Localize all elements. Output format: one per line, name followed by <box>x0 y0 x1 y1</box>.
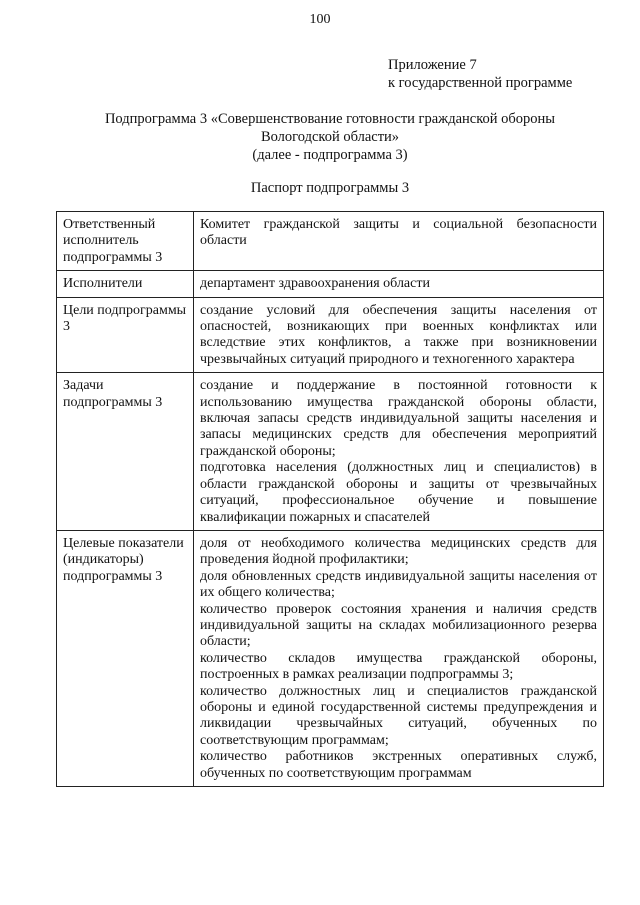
row-value <box>194 271 604 297</box>
table-row <box>57 373 604 531</box>
row-label: Цели подпрограммы 3 <box>57 297 194 373</box>
value-paragraph: создание условий для обеспечения защиты населения от опасностей, возникающих при военных конфликтах или вследствие этих конфликтов, а также при возникновении чрезвычайных ситуаций природного и техногенного характера <box>200 302 597 367</box>
row-value <box>194 212 604 271</box>
value-paragraph: создание и поддержание в постоянной готовности к использованию имущества гражданской обороны области, включая запасы средств индивидуальной защиты населения и запасы медицинских средств для обеспечения мероприятий гражданской обороны; <box>200 378 597 459</box>
row-value <box>194 373 604 531</box>
value-paragraph: департамент здравоохранения области <box>200 276 430 292</box>
table-row <box>57 212 604 271</box>
value-paragraph: Комитет гражданской защиты и социальной безопасности области <box>200 217 597 249</box>
table-row <box>57 530 604 786</box>
passport-table <box>56 211 604 787</box>
value-paragraph: доля обновленных средств индивидуальной защиты населения от их общего количества; <box>200 568 597 601</box>
appendix-line-2: к государственной программе <box>388 75 573 91</box>
row-value <box>194 297 604 373</box>
value-paragraph: подготовка населения (должностных лиц и специалистов) в области гражданской обороны и защиты от чрезвычайных ситуаций, профессиональное обучение и повышение квалификации пожарных и спасателей <box>200 460 597 525</box>
value-paragraph: количество должностных лиц и специалистов гражданской обороны и единой государственной системы предупреждения и ликвидации чрезвычайных ситуаций, обученных по соответствующим программам; <box>200 683 597 748</box>
passport-title: Паспорт подпрограммы 3 <box>250 180 410 196</box>
appendix-note <box>388 56 572 92</box>
appendix-line-1: Приложение 7 <box>388 57 477 73</box>
value-paragraph: доля от необходимого количества медицинских средств для проведения йодной профилактики; <box>200 535 597 568</box>
value-paragraph: количество работников экстренных оперативных служб, обученных по соответствующим программам <box>200 749 597 781</box>
table-row <box>57 271 604 297</box>
page-number: 100 <box>309 12 331 27</box>
heading-line-3: (далее - подпрограмма 3) <box>252 147 408 163</box>
row-label: Задачи подпрограммы 3 <box>57 373 194 531</box>
heading-line-2: Вологодской области» <box>260 129 400 145</box>
value-paragraph: количество проверок состояния хранения и наличия средств индивидуальной защиты на складах мобилизационного резерва области; <box>200 601 597 650</box>
row-label: Ответственный исполнитель подпрограммы 3 <box>57 212 194 271</box>
heading-line-1: Подпрограмма 3 «Совершенствование готовности гражданской обороны <box>104 111 556 127</box>
row-value <box>194 530 604 786</box>
value-paragraph: количество складов имущества гражданской обороны, построенных в рамках реализации подпрограммы 3; <box>200 650 597 683</box>
row-label: Целевые показатели (индикаторы) подпрограммы 3 <box>57 530 194 786</box>
row-label: Исполнители <box>57 271 194 297</box>
subprogram-heading <box>60 110 600 164</box>
table-row <box>57 297 604 373</box>
